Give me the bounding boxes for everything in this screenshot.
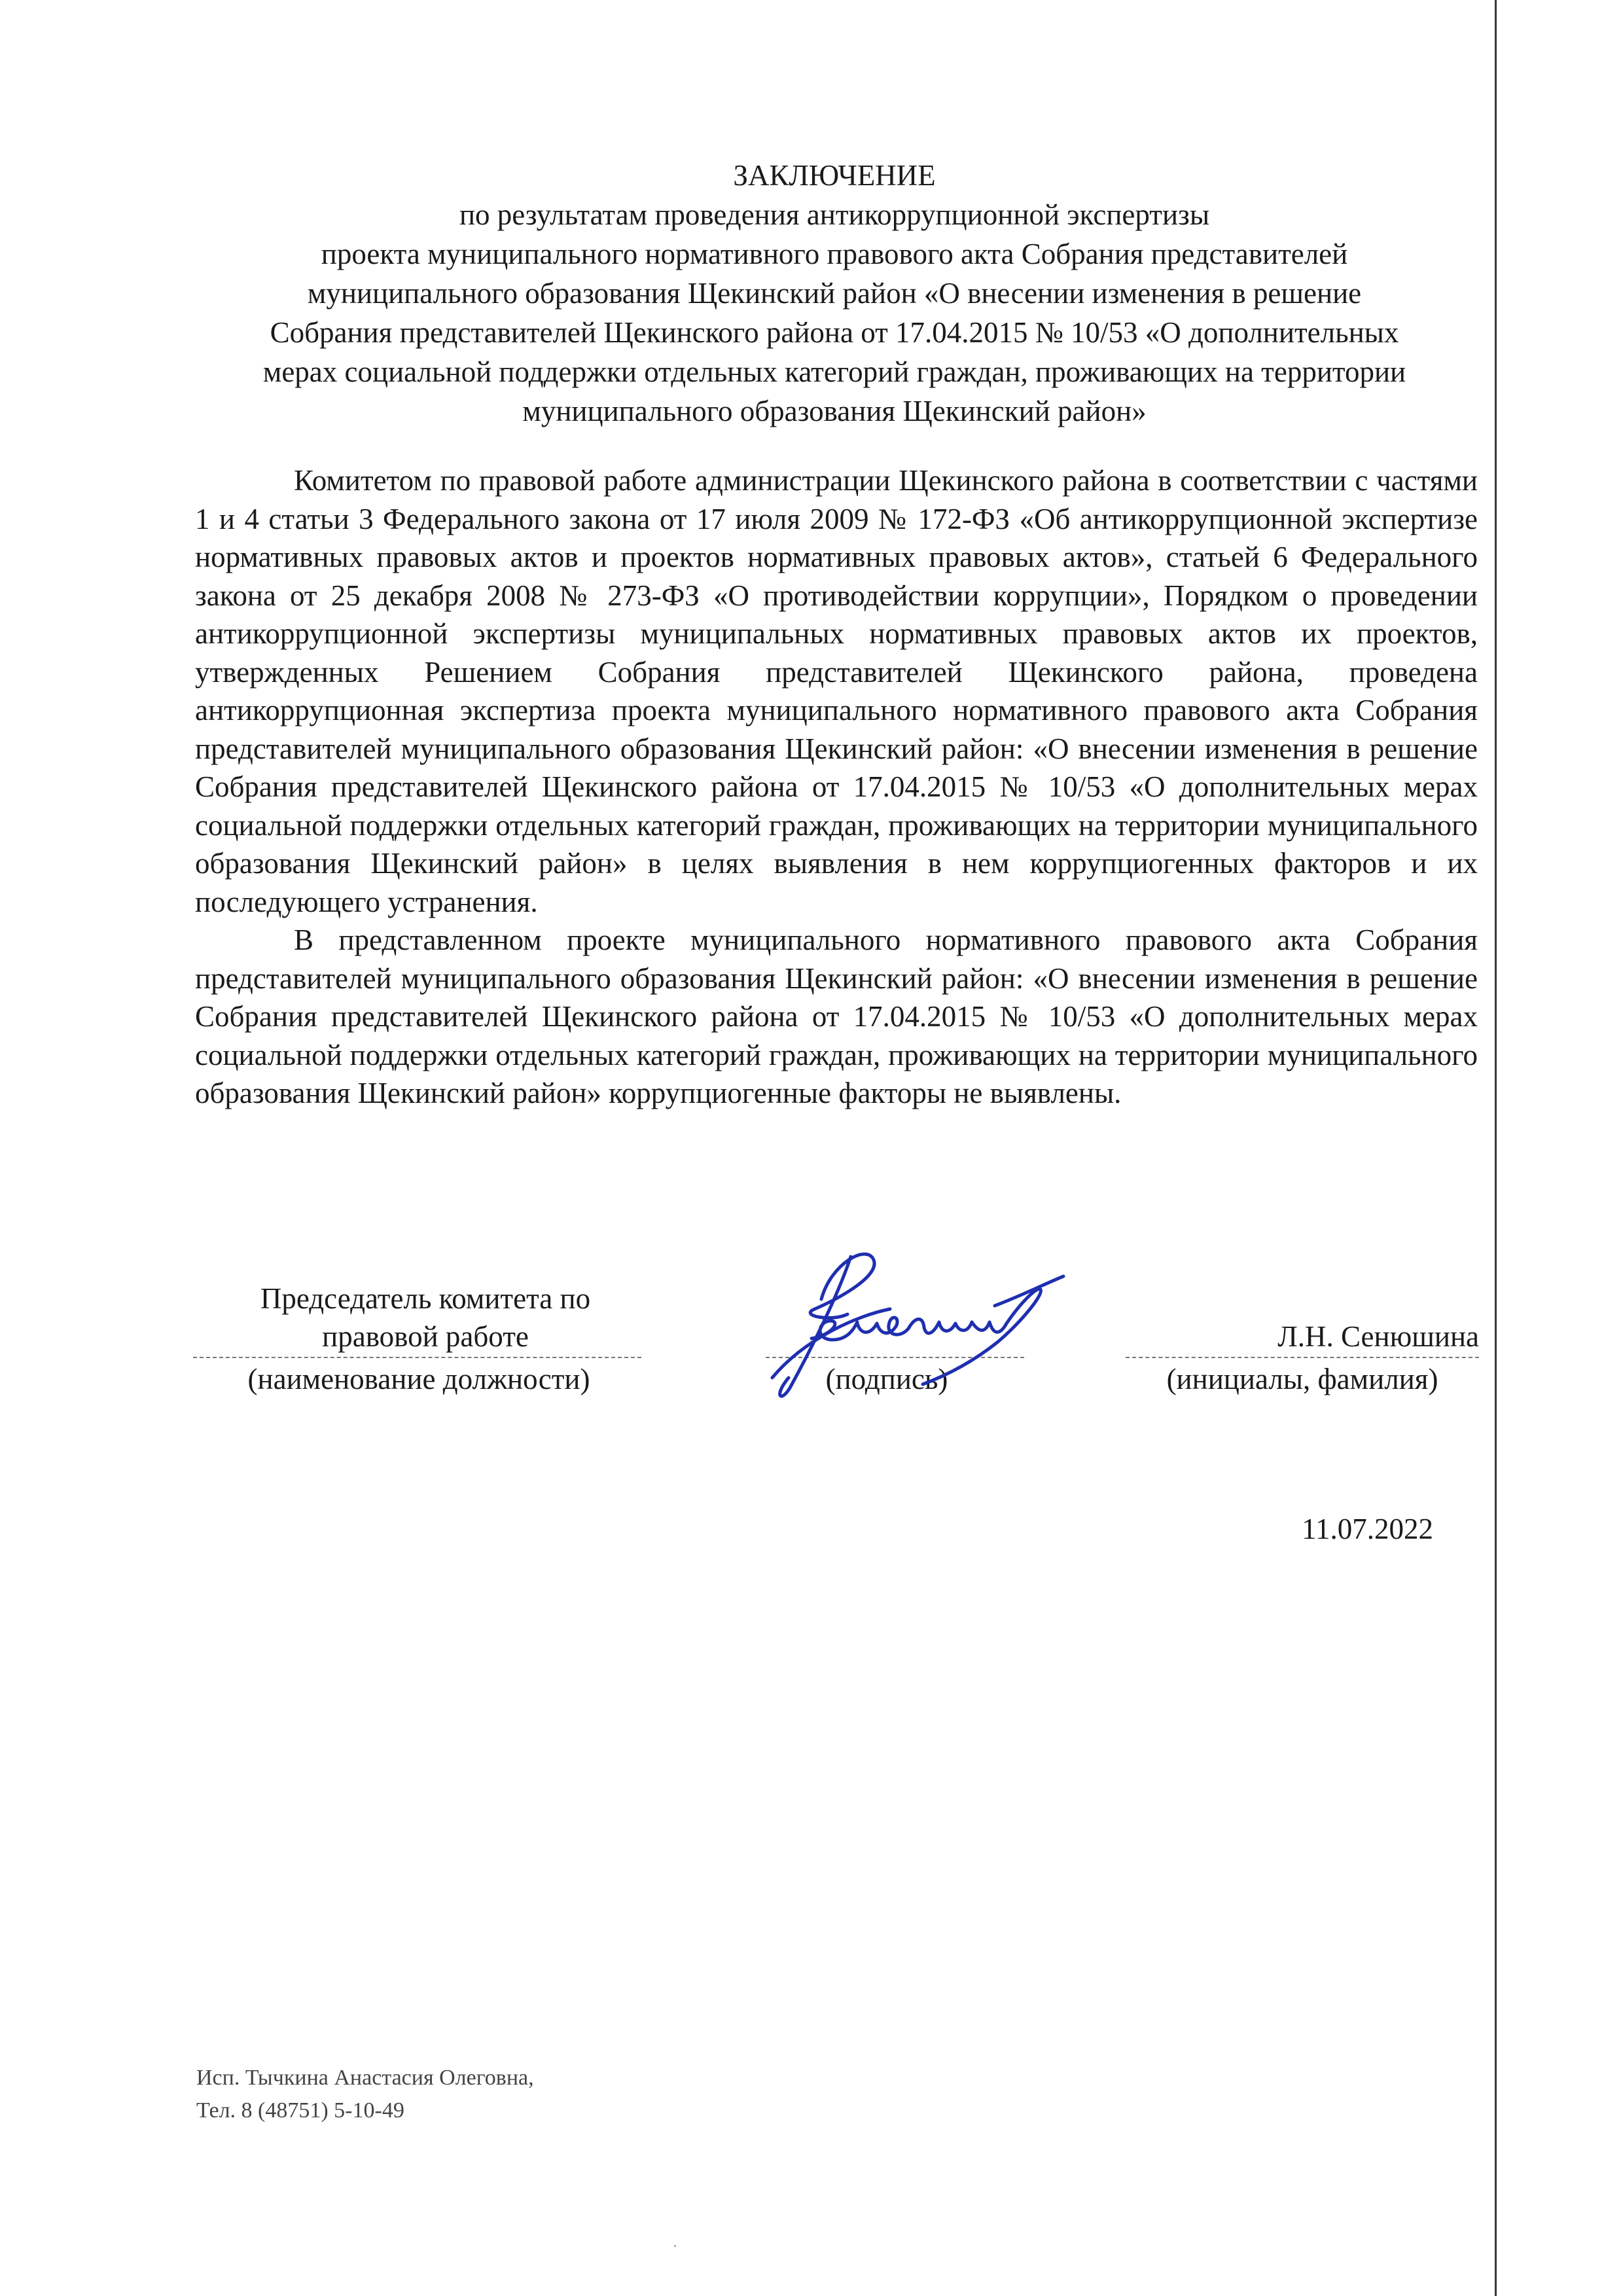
document-heading — [183, 156, 1486, 431]
scan-edge-line — [1495, 0, 1497, 2296]
body-paragraph-2: В представленном проекте муниципального нормативного правового акта Собрания представителей муниципального образования Щекинский район: «О внесении изменения в решение Собрания представителей Щекинского района от 17.04.2015 № 10/53 «О дополнительных мерах социальной поддержки отдельных категорий граждан, проживающих на территории муниципального образования Щекинский район» коррупциогенные факторы не выявлены. — [195, 924, 1478, 1109]
signatory-name: Л.Н. Сенюшина — [1277, 1320, 1479, 1353]
signature-caption: (подпись) — [825, 1363, 948, 1395]
position-caption: (наименование должности) — [247, 1363, 590, 1395]
executor-info — [196, 2062, 534, 2127]
position-line-1: Председатель комитета по — [260, 1282, 591, 1315]
heading-line: по результатам проведения антикоррупционной экспертизы — [459, 198, 1210, 231]
heading-line: Собрания представителей Щекинского района от 17.04.2015 № 10/53 «О дополнительных — [270, 316, 1399, 349]
document-body — [195, 461, 1478, 1113]
executor-name: Исп. Тычкина Анастасия Олеговна, — [196, 2066, 534, 2090]
position-underline — [193, 1357, 641, 1358]
executor-phone: Тел. 8 (48751) 5-10-49 — [196, 2098, 404, 2123]
heading-line: муниципального образования Щекинский район» — [522, 395, 1147, 427]
heading-line: муниципального образования Щекинский район «О внесении изменения в решение — [307, 277, 1362, 310]
heading-line: проекта муниципального нормативного правового акта Собрания представителей — [321, 238, 1348, 270]
document-title: ЗАКЛЮЧЕНИЕ — [733, 159, 936, 192]
body-paragraph-1: Комитетом по правовой работе администрации Щекинского района в соответствии с частями 1 и 4 статьи 3 Федерального закона от 17 июля 2009 № 172-ФЗ «Об антикоррупционной экспертизе нормативных правовых актов и проектов нормативных правовых актов», статьей 6 Федерального закона от 25 декабря 2008 № 273-ФЗ «О противодействии коррупции», Порядком о проведении антикоррупционной экспертизы муниципальных нормативных правовых актов их проектов, утвержденных Решением Собрания представителей Щекинского района, проведена антикоррупционная экспертиза проекта муниципального нормативного правового акта Собрания представителей муниципального образования Щекинский район: «О внесении изменения в решение Собрания представителей Щекинского района от 17.04.2015 № 10/53 «О дополнительных мерах социальной поддержки отдельных категорий граждан, проживающих на территории муниципального образования Щекинский район» в целях выявления в нем коррупциогенных факторов и их последующего устранения. — [195, 464, 1478, 918]
document-date: 11.07.2022 — [1302, 1513, 1433, 1545]
scan-speck — [674, 2245, 676, 2247]
name-caption: (инициалы, фамилия) — [1166, 1363, 1438, 1395]
handwritten-signature — [733, 1237, 1099, 1433]
position-line-2: правовой работе — [322, 1320, 529, 1353]
name-underline — [1126, 1357, 1479, 1358]
heading-line: мерах социальной поддержки отдельных категорий граждан, проживающих на территории — [262, 355, 1406, 388]
